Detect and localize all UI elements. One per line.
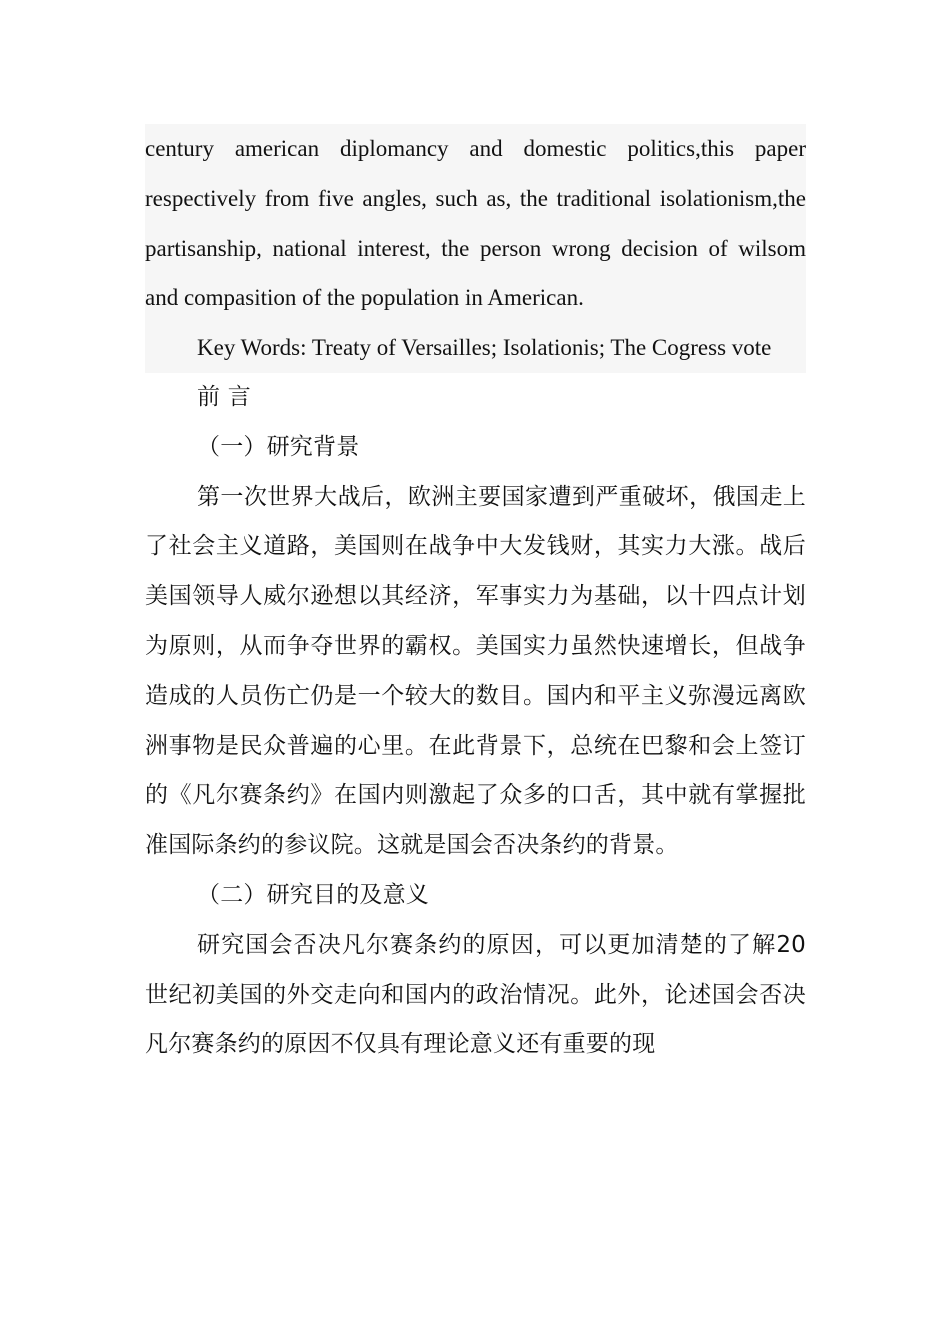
section-2-body: 研究国会否决凡尔赛条约的原因，可以更加清楚的了解20世纪初美国的外交走向和国内的政治情况。此外，论述国会否决凡尔赛条约的原因不仅具有理论意义还有重要的现 [145, 931, 806, 1058]
section-1-heading: （一）研究背景 [197, 433, 360, 460]
keywords-line: Key Words: Treaty of Versailles; Isolationis; The Cogress vote [145, 323, 806, 373]
section-2-heading: （二）研究目的及意义 [197, 881, 429, 908]
preface-heading: 前 言 [197, 383, 251, 410]
section-1-body: 第一次世界大战后，欧洲主要国家遭到严重破坏，俄国走上了社会主义道路，美国则在战争中大发钱财，其实力大涨。战后美国领导人威尔逊想以其经济，军事实力为基础，以十四点计划为原则，从而争夺世界的霸权。美国实力虽然快速增长，但战争造成的人员伤亡仍是一个较大的数目。国内和平主义弥漫远离欧洲事物是民众普遍的心里。在此背景下，总统在巴黎和会上签订的《凡尔赛条约》在国内则激起了众多的口舌，其中就有掌握批准国际条约的参议院。这就是国会否决条约的背景。 [145, 483, 806, 859]
abstract-continuation: century american diplomancy and domestic politics,this paper respectively from five angles, such as, the traditional isolationism,the partisanship, national interest, the person wrong decision of wilsom and compasition of the population in American. [145, 124, 806, 323]
document-body [145, 124, 806, 1070]
